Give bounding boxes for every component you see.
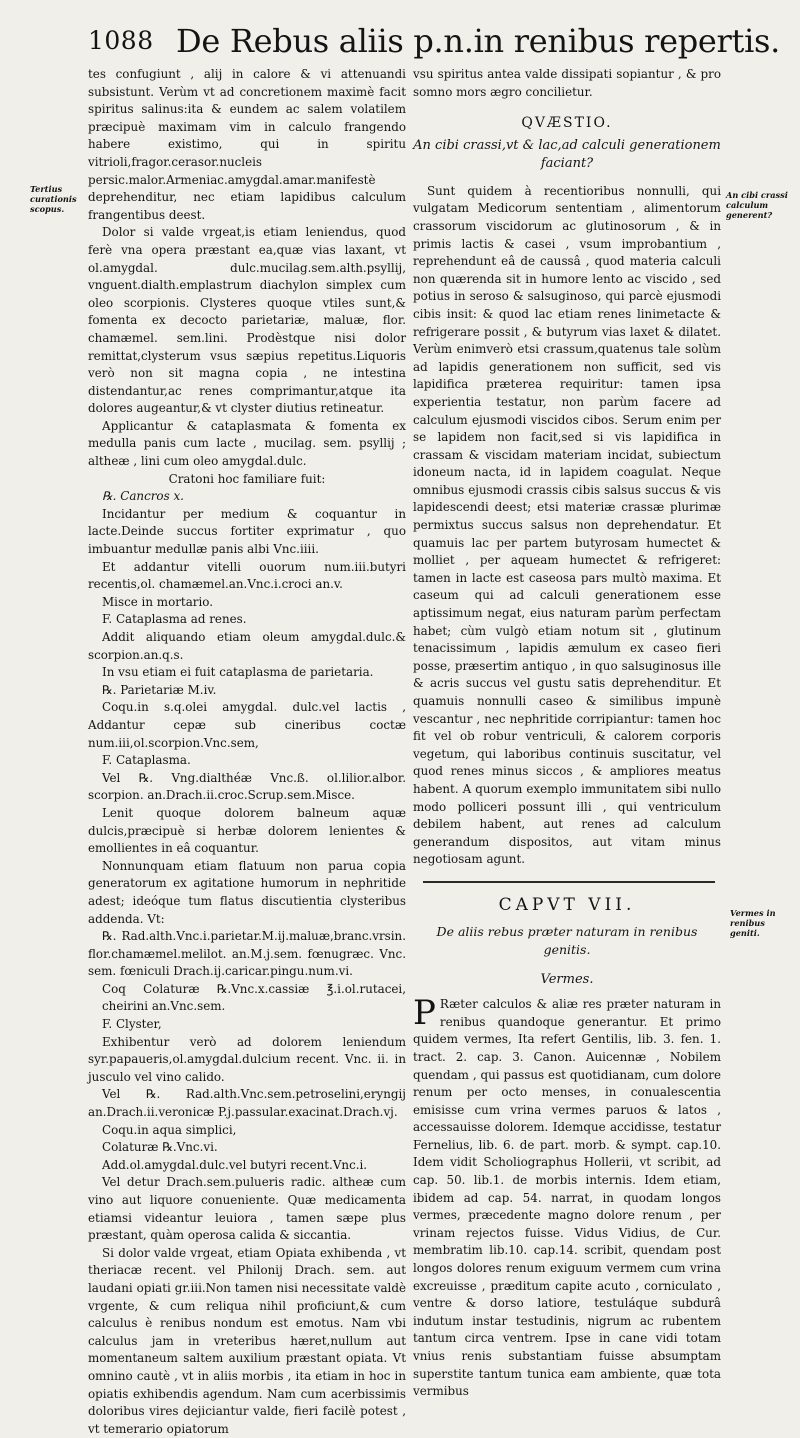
recipe-line: Addit aliquando etiam oleum amygdal.dulc.& scorpion.an.q.s.	[88, 630, 406, 662]
recipe-line: ℞. Parietariæ M.iv.	[102, 682, 217, 697]
paragraph: Lenit quoque dolorem balneum aquæ dulcis,præcipuè si herbæ dolorem lenientes & emollientes in eâ coquantur.	[88, 805, 406, 856]
margin-note-left: Tertius curationis scopus.	[30, 184, 77, 214]
running-title: De Rebus aliis p.n.in renibus repertis.	[176, 22, 781, 60]
paragraph: Vel detur Drach.sem.pulueris radic. altheæ cum vino aut liquore conueniente. Quæ medicamenta etiamsi videantur leuiora , tamen sæpe plus præstant, quàm operosa calida & siccantia.	[88, 1175, 406, 1243]
recipe-line: F. Clyster,	[102, 1017, 162, 1032]
page-header	[88, 22, 781, 66]
paragraph: Exhibentur verò ad dolorem leniendum syr.papaueris,ol.amygdal.dulcium recent. Vnc. ii. in jusculo vel vino calido.	[88, 1034, 406, 1084]
recipe-line: Coq Colaturæ ℞.Vnc.x.cassiæ ℥.i.ol.rutacei, cheirini an.Vnc.sem.	[102, 981, 406, 1014]
paragraph	[413, 993, 721, 1401]
paragraph: Sunt quidem à recentioribus nonnulli, qui vulgatam Medicorum sententiam , alimentorum crassorum viscidorum ac glutinosorum , & in primis lactis & casei , vsum improbantium , reprehendunt eâ de caussâ , quod materia calculi non quærenda sit in humore lento ac viscido , sed potius in seroso & salsuginoso, qui parcè ejusmodi cibis insit: & quod lac etiam renes linimetacte & refrigerare possit , & butyrum vias laxet & dilatet. Verùm enimverò etsi crassum,quatenus tale solùm ad lapidis generationem non sufficit, sed vis lapidifica præterea requiritur: tamen ipsa experientia testatur, non parùm facere ad calculum ejusmodi viscidos cibos. Serum enim per se lapidem non facit,sed si vis lapidifica in crassam & viscidam materiam incidat, subiectum idoneum nacta, id in lapidem coagulat. Neque omnibus ejusmodi crassis cibis salsus succus & vis lapidescendi deest; etsi materiæ crassæ plurimæ permixtus succus salsus non deprehendatur. Et quamuis lac per partem butyrosam humectet & molliet , per aqueam humectet & refrigeret: tamen in lacte est caseosa pars multò maxima. Et caseum qui ad calculi generationem esse aptissimum negat, eius naturam parùm perfectam habet; cùm vulgò etiam notum sit , glutinum tenacissimum , lapidis æmulum ex caseo fieri posse, præsertim antiquo , in quo salsuginosus ille & acris succus vel gustu satis deprehenditur. Et quamuis nonnulli caseo & similibus impunè vescantur , nec nephritide corripiantur: tamen hoc fit vel ob robur ventriculi, & calorem corporis vegetum, qui laboribus continuis suscitatur, vel quod renes minus siccos , & ampliores meatus habent. A quorum exemplo immunitatem sibi nullo modo polliceri possunt illi , qui ventriculum debilem habent, aut renes ad calculum generandum dispositos, aut vitam minus negotiosam agunt.	[413, 183, 721, 867]
paragraph: Si dolor valde vrgeat, etiam Opiata exhibenda , vt theriacæ recent. vel Philonij Drach. sem. aut laudani opiati gr.iii.Non tamen nisi necessitate valdè vrgente, & cum reliqua nihil proficiunt,& cum calculus è renibus nondum est emotus. Nam vbi calculus jam in vreteribus hæret,nullum aut momentaneum saltem auxilium præstant opiata. Vt omnino cautè , vt in aliis morbis , ita etiam in hoc in opiatis exhibendis agendum. Nam cum acerbissimis doloribus vires dejiciantur valde, fieri facilè potest , vt temerario opiatorum	[88, 1245, 406, 1436]
recipe-line: ℞. Rad.alth.Vnc.i.parietar.M.ij.maluæ,branc.vrsin. flor.chamæmel.melilot. an.M.j.sem. fœnugræc. Vnc. sem. fœniculi Drach.ij.caricar.pingu.num.vi.	[88, 929, 406, 979]
left-column	[88, 66, 406, 1438]
recipe-line: Et addantur vitelli ouorum num.iii.butyri recentis,ol. chamæmel.an.Vnc.i.croci an.v.	[88, 559, 406, 592]
recipe-line: Coqu.in s.q.olei amygdal. dulc.vel lactis , Addantur cepæ sub cineribus coctæ num.iii,ol.scorpion.Vnc.sem,	[88, 700, 406, 750]
recipe-line: Colaturæ ℞.Vnc.vi.	[102, 1140, 218, 1155]
recipe-line: Add.ol.amygdal.dulc.vel butyri recent.Vnc.i.	[102, 1157, 368, 1172]
paragraph: Cratoni hoc familiare fuit:	[168, 471, 326, 486]
paragraph: Dolor si valde vrgeat,is etiam leniendus, quod ferè vna opera præstant ea,quæ vias laxant, vt ol.amygdal. dulc.mucilag.sem.alth.psyllij, vnguent.dialth.emplastrum diachylon simplex cum oleo scorpionis. Clysteres quoque vtiles sunt,& fomenta ex decocto parietariæ, maluæ, flor. chamæmel. sem.lini. Prodèstque nisi dolor remittat,clysterum vsus sæpius repetitus.Liquoris verò non sit magna copia , ne intestina distendantur,ac renes comprimantur,atque ita dolores augeantur,& vt clyster diutius retineatur.	[88, 225, 406, 416]
recipe-line: Coqu.in aqua simplici,	[102, 1122, 237, 1137]
recipe-line: Vel ℞. Vng.dialthéæ Vnc.ß. ol.lilior.albor. scorpion. an.Drach.ii.croc.Scrup.sem.Misce.	[88, 770, 406, 803]
paragraph: tes confugiunt , alij in calore & vi attenuandi subsistunt. Verùm vt ad concretionem maximè facit spiritus salinus:ita & eundem ac salem volatilem præcipuè maximam vim in calculo frangendo habere existimo, qui in spiritu vitrioli,fragor.cerasor.nucleis persic.malor.Armeniac.amygdal.amar.manifestè deprehenditur, nec etiam lapidibus calculum frangentibus deest.	[88, 67, 406, 222]
recipe-line: Vel ℞. Rad.alth.Vnc.sem.petroselini,eryngij an.Drach.ii.veronicæ P.j.passular.exacinat.Drach.vj.	[88, 1087, 406, 1120]
chapter-subtitle: De aliis rebus præter naturam in renibus genitis.	[436, 923, 698, 957]
recipe-line: F. Cataplasma.	[102, 753, 191, 768]
margin-note-question: An cibi crassi calculum generent?	[726, 190, 788, 220]
chapter-heading: CAPVT VII.	[498, 894, 636, 915]
question-title: An cibi crassi,vt & lac,ad calculi generationem faciant?	[413, 137, 721, 171]
section-divider	[423, 881, 715, 883]
section-heading: Vermes.	[540, 971, 594, 987]
recipe-line: Misce in mortario.	[102, 594, 213, 609]
page-number: 1088	[88, 26, 154, 55]
right-column	[413, 66, 721, 1401]
recipe-line: F. Cataplasma ad renes.	[102, 612, 247, 627]
paragraph-text: Ræter calculos & aliæ res præter naturam in renibus quandoque generantur. Et primo quidem vermes, Ita refert Gentilis, lib. 3. fen. 1. tract. 2. cap. 3. Canon. Auicennæ , Nobilem quendam , qui passus est quotidianam, cum dolore renum per octo menses, in conualescentia emisisse cum vrina vermes paruos & latos , accessauisse dolorem. Idemque accidisse, testatur Fernelius, lib. 6. de part. morb. & sympt. cap.10. Idem vidit Scholiographus Hollerii, vt scribit, ad cap. 50. lib.1. de morbis internis. Idem etiam, ibidem ad cap. 54. narrat, in quodam longos vermes, præcedente magno dolore renum , per vrinam rejectos fuisse. Vidus Vidius, de Cur. membratim lib.10. cap.14. scribit, quendam post longos dolores renum exiguum vermem cum vrina excreuisse , præditum capite acuto , corniculato , ventre & dorso latiore, testuláque subdurâ indutum instar testudinis, nigrum ac rubentem tantum circa ventrem. Ipse in cane vidi totam vnius renis substantiam fuisse absumptam superstite tantum tunica eam ambiente, quæ tota vermibus	[413, 997, 721, 1399]
recipe-line: In vsu etiam ei fuit cataplasma de parietaria.	[102, 665, 374, 680]
question-heading: QVÆSTIO.	[521, 115, 613, 132]
recipe-line: ℞. Cancros x.	[102, 489, 184, 504]
recipe-line: Incidantur per medium & coquantur in lacte.Deinde succus fortiter exprimatur , quo imbuantur medullæ panis albi Vnc.iiii.	[88, 506, 406, 557]
paragraph: Applicantur & cataplasmata & fomenta ex medulla panis cum lacte , mucilag. sem. psyllij ; altheæ , lini cum oleo amygdal.dulc.	[88, 418, 406, 469]
drop-cap: P	[413, 993, 436, 1034]
margin-note-vermes: Vermes in renibus geniti.	[730, 908, 776, 938]
paragraph: Nonnunquam etiam flatuum non parua copia generatorum ex agitatione humorum in nephritide adest; ideóque tum flatus discutientia clysteribus addenda. Vt:	[88, 858, 406, 926]
paragraph: vsu spiritus antea valde dissipati sopiantur , & pro somno mors ægro concilietur.	[413, 67, 721, 99]
